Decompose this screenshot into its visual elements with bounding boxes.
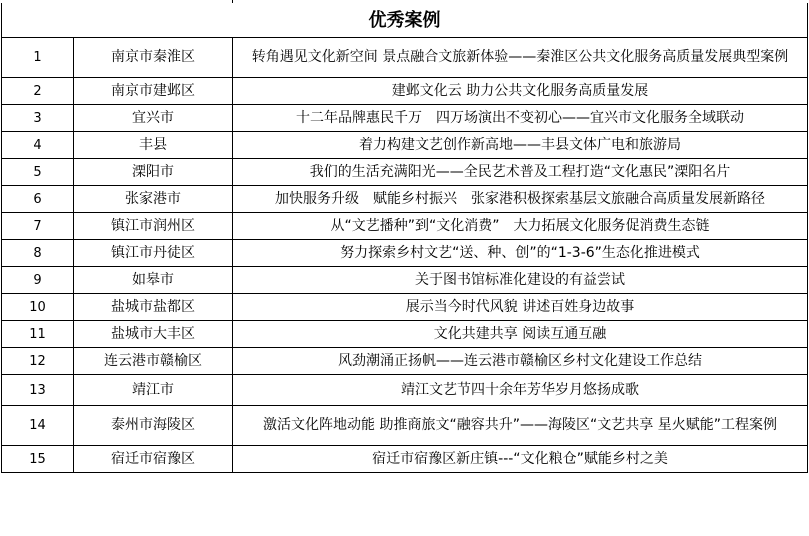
table-row [2, 213, 808, 240]
table-row [2, 159, 808, 186]
table-row [2, 267, 808, 294]
table-row [2, 105, 808, 132]
case-cell: 转角遇见文化新空间 景点融合文旅新体验——秦淮区公共文化服务高质量发展典型案例 [233, 38, 808, 78]
table-row [2, 186, 808, 213]
table-row [2, 132, 808, 159]
title-row [2, 3, 808, 38]
case-cell: 努力探索乡村文艺“送、种、创”的“1-3-6”生态化推进模式 [233, 240, 808, 267]
area-cell: 溧阳市 [74, 159, 233, 186]
row-number: 3 [2, 105, 74, 132]
row-number: 4 [2, 132, 74, 159]
row-number: 11 [2, 321, 74, 348]
case-cell: 文化共建共享 阅读互通互融 [233, 321, 808, 348]
row-number: 15 [2, 446, 74, 473]
row-number: 12 [2, 348, 74, 375]
case-cell: 宿迁市宿豫区新庄镇---“文化粮仓”赋能乡村之美 [233, 446, 808, 473]
row-number: 8 [2, 240, 74, 267]
cases-table [1, 3, 808, 473]
case-cell: 激活文化阵地动能 助推商旅文“融容共升”——海陵区“文艺共享 星火赋能”工程案例 [233, 406, 808, 446]
row-number: 5 [2, 159, 74, 186]
row-number: 2 [2, 78, 74, 105]
row-number: 14 [2, 406, 74, 446]
table-row [2, 348, 808, 375]
case-cell: 加快服务升级 赋能乡村振兴 张家港积极探索基层文旅融合高质量发展新路径 [233, 186, 808, 213]
area-cell: 南京市建邺区 [74, 78, 233, 105]
area-cell: 宿迁市宿豫区 [74, 446, 233, 473]
area-cell: 泰州市海陵区 [74, 406, 233, 446]
area-cell: 连云港市赣榆区 [74, 348, 233, 375]
case-cell: 展示当今时代风貌 讲述百姓身边故事 [233, 294, 808, 321]
area-cell: 南京市秦淮区 [74, 38, 233, 78]
area-cell: 镇江市润州区 [74, 213, 233, 240]
area-cell: 张家港市 [74, 186, 233, 213]
row-number: 9 [2, 267, 74, 294]
row-number: 10 [2, 294, 74, 321]
area-cell: 如皋市 [74, 267, 233, 294]
case-cell: 靖江文艺节四十余年芳华岁月悠扬成歌 [233, 375, 808, 406]
area-cell: 盐城市大丰区 [74, 321, 233, 348]
table-row [2, 38, 808, 78]
area-cell: 靖江市 [74, 375, 233, 406]
case-cell: 关于图书馆标准化建设的有益尝试 [233, 267, 808, 294]
table-title: 优秀案例 [2, 3, 808, 38]
table-row [2, 321, 808, 348]
row-number: 7 [2, 213, 74, 240]
table-row [2, 446, 808, 473]
case-cell: 风劲潮涌正扬帆——连云港市赣榆区乡村文化建设工作总结 [233, 348, 808, 375]
table-row [2, 240, 808, 267]
area-cell: 镇江市丹徒区 [74, 240, 233, 267]
row-number: 13 [2, 375, 74, 406]
table-row [2, 78, 808, 105]
case-cell: 着力构建文艺创作新高地——丰县文体广电和旅游局 [233, 132, 808, 159]
area-cell: 盐城市盐都区 [74, 294, 233, 321]
case-cell: 我们的生活充满阳光——全民艺术普及工程打造“文化惠民”溧阳名片 [233, 159, 808, 186]
table-row [2, 406, 808, 446]
area-cell: 宜兴市 [74, 105, 233, 132]
row-number: 1 [2, 38, 74, 78]
area-cell: 丰县 [74, 132, 233, 159]
row-number: 6 [2, 186, 74, 213]
table-row [2, 375, 808, 406]
case-cell: 从“文艺播种”到“文化消费” 大力拓展文化服务促消费生态链 [233, 213, 808, 240]
table-row [2, 294, 808, 321]
case-cell: 建邺文化云 助力公共文化服务高质量发展 [233, 78, 808, 105]
case-cell: 十二年品牌惠民千万 四万场演出不变初心——宜兴市文化服务全域联动 [233, 105, 808, 132]
